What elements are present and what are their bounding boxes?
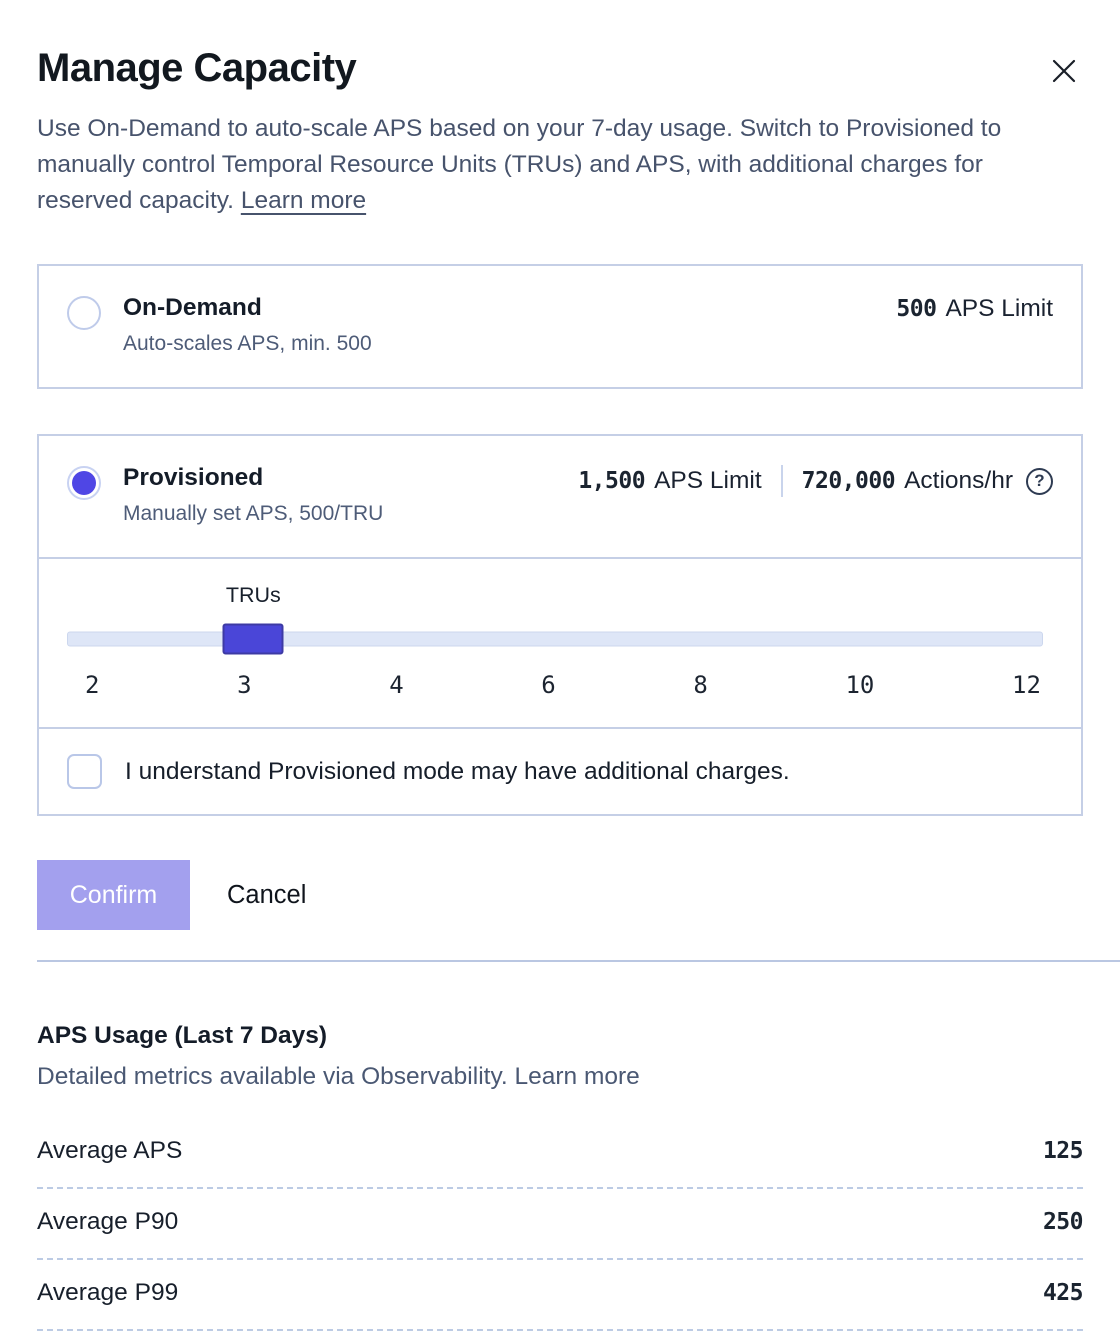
dialog-actions bbox=[37, 860, 1083, 930]
dialog-title: Manage Capacity bbox=[37, 46, 357, 90]
slider-label: TRUs bbox=[225, 583, 281, 607]
slider-ticks bbox=[67, 661, 1053, 699]
usage-learn-more-link[interactable]: Learn more bbox=[514, 1063, 640, 1090]
radio-dot bbox=[72, 471, 96, 495]
provisioned-aps-unit: APS Limit bbox=[654, 467, 762, 494]
provisioned-radio[interactable] bbox=[67, 466, 101, 500]
usage-metrics-table bbox=[37, 1118, 1083, 1331]
cancel-button[interactable]: Cancel bbox=[227, 880, 307, 909]
provisioned-text bbox=[123, 463, 578, 526]
on-demand-text bbox=[123, 293, 896, 356]
help-icon[interactable]: ? bbox=[1026, 468, 1053, 495]
slider-tick: 3 bbox=[237, 671, 252, 699]
on-demand-aps-unit: APS Limit bbox=[945, 295, 1053, 322]
slider-tick: 6 bbox=[541, 671, 556, 699]
actions-per-hour-value: 720,000 bbox=[801, 468, 896, 494]
provisioned-option-row bbox=[67, 463, 1053, 526]
metric-label: Average P99 bbox=[37, 1279, 179, 1306]
metric-label: Average APS bbox=[37, 1137, 183, 1164]
on-demand-aps-limit bbox=[896, 295, 1053, 323]
description-text: Use On-Demand to auto-scale APS based on your 7-day usage. Switch to Provisioned to manually control Temporal Resource Units (TRUs) and APS, with additional charges for reserved capacity. bbox=[37, 115, 1002, 214]
on-demand-aps-value: 500 bbox=[896, 296, 937, 322]
metric-value: 250 bbox=[1042, 1209, 1083, 1235]
usage-subtitle-text: Detailed metrics available via Observability. bbox=[37, 1063, 508, 1090]
usage-subtitle bbox=[37, 1063, 1083, 1091]
provisioned-sublabel: Manually set APS, 500/TRU bbox=[123, 502, 384, 525]
charges-ack-label: I understand Provisioned mode may have additional charges. bbox=[125, 757, 790, 785]
provisioned-limits bbox=[578, 465, 1053, 497]
dialog-header bbox=[37, 46, 1083, 91]
tru-slider-section bbox=[39, 557, 1081, 727]
metric-label: Average P90 bbox=[37, 1208, 179, 1235]
on-demand-option-row bbox=[67, 293, 1053, 356]
usage-title: APS Usage (Last 7 Days) bbox=[37, 1022, 328, 1049]
metric-value: 125 bbox=[1042, 1138, 1083, 1164]
confirm-button[interactable]: Confirm bbox=[37, 860, 190, 930]
slider-tick: 4 bbox=[389, 671, 404, 699]
slider-label-row bbox=[67, 583, 1053, 615]
section-divider bbox=[37, 960, 1120, 962]
tru-slider[interactable] bbox=[67, 617, 1053, 661]
actions-per-hour-unit: Actions/hr bbox=[904, 467, 1013, 494]
on-demand-radio[interactable] bbox=[67, 296, 101, 330]
slider-tick: 12 bbox=[1012, 671, 1041, 699]
usage-row-average-aps bbox=[37, 1118, 1083, 1189]
usage-row-average-p99 bbox=[37, 1260, 1083, 1331]
charges-ack-checkbox[interactable] bbox=[67, 754, 102, 789]
aps-usage-section bbox=[37, 1022, 1083, 1331]
slider-thumb[interactable] bbox=[223, 624, 284, 655]
learn-more-link[interactable]: Learn more bbox=[240, 187, 367, 214]
usage-row-average-p90 bbox=[37, 1189, 1083, 1260]
dialog-description bbox=[37, 111, 1083, 219]
on-demand-sublabel: Auto-scales APS, min. 500 bbox=[123, 332, 372, 355]
slider-tick: 2 bbox=[85, 671, 100, 699]
value-divider bbox=[781, 465, 783, 497]
metric-value: 425 bbox=[1042, 1280, 1083, 1306]
on-demand-label: On-Demand bbox=[123, 294, 262, 321]
provisioned-aps-value: 1,500 bbox=[578, 468, 646, 494]
slider-track[interactable] bbox=[67, 632, 1043, 647]
on-demand-card[interactable] bbox=[37, 264, 1083, 389]
provisioned-option-section[interactable] bbox=[39, 436, 1081, 557]
provisioned-label: Provisioned bbox=[123, 464, 264, 491]
slider-tick: 8 bbox=[693, 671, 708, 699]
close-button[interactable] bbox=[1045, 52, 1083, 90]
slider-tick: 10 bbox=[845, 671, 875, 699]
provisioned-card bbox=[37, 434, 1083, 816]
close-icon bbox=[1051, 72, 1077, 87]
charges-ack-section bbox=[39, 727, 1081, 814]
